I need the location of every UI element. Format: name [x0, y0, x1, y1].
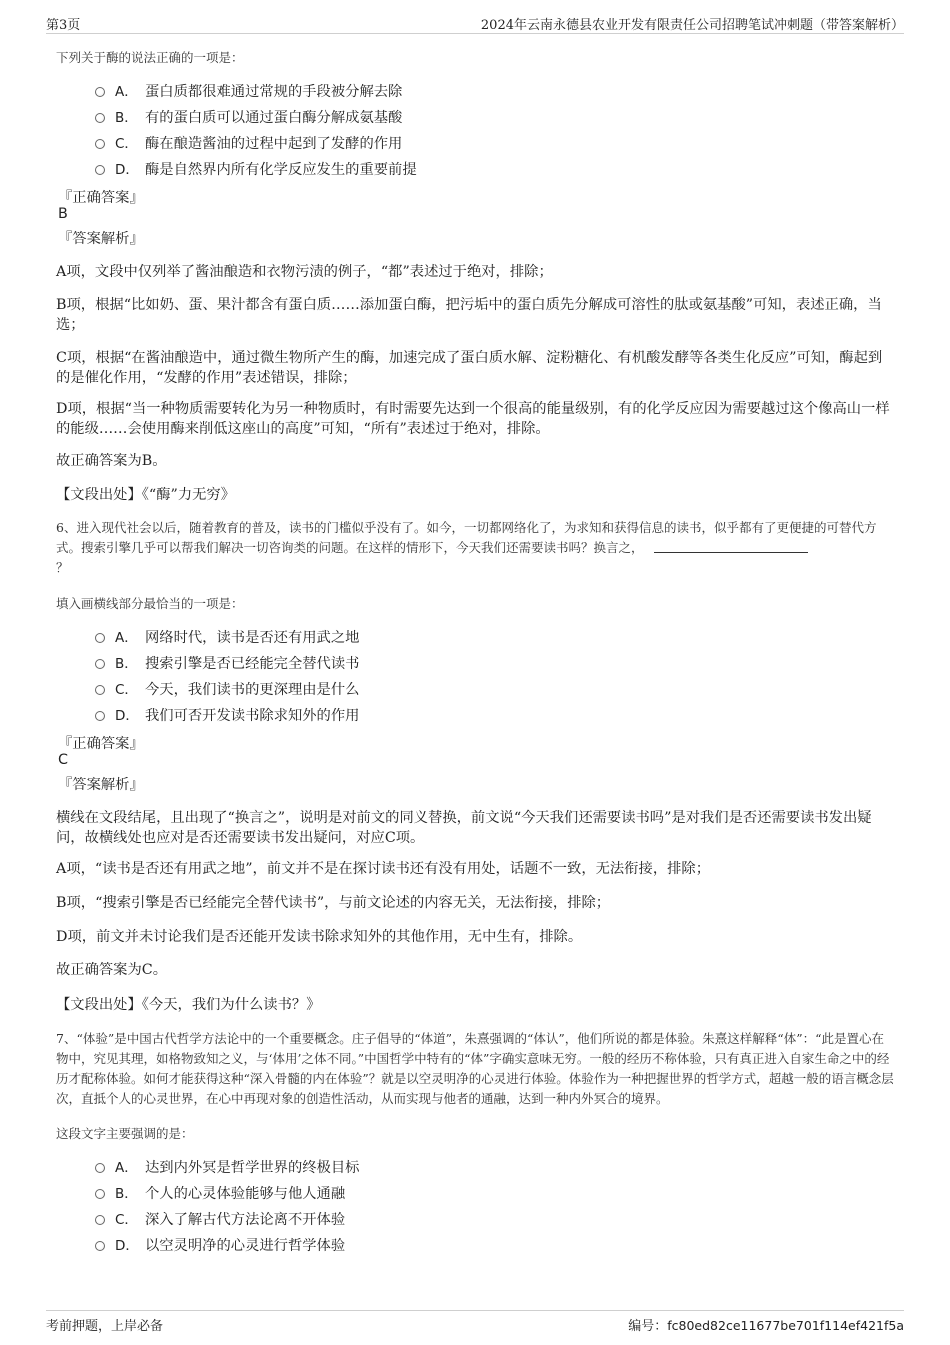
q7-option-c[interactable]: C． 深入了解古代方法论离不开体验: [95, 1210, 345, 1230]
q7-stem: 7、“体验”是中国古代哲学方法论中的一个重要概念。庄子倡导的“体道”，朱熹强调的“体认”，他们所说的都是体验。朱熹这样解释“体”：“此是置心在物中，究见其理，如格物致知之义，与‘体用’之体不同。”中国哲学中特有的“体”字确实意味无穷。一般的经历不称体验，只有真正进入自家生命之中的经历才配称体验。如何才能获得这种“深入骨髓的内在体验”？就是以空灵明净的心灵进行体验。体验作为一种把握世界的哲学方式，超越一般的语言概念层次，直抵个人的心灵世界，在心中再现对象的创造性活动，从而实现与他者的通融，达到一种内外冥合的境界。: [56, 1031, 894, 1106]
analysis-paragraph: A项，文段中仅列举了酱油酿造和衣物污渍的例子，“都”表述过于绝对，排除；: [56, 264, 553, 280]
q6-option-d[interactable]: D． 我们可否开发读书除求知外的作用: [95, 706, 359, 726]
analysis-label: 『答案解析』: [58, 231, 144, 247]
radio-icon[interactable]: [95, 1189, 105, 1199]
radio-icon[interactable]: [95, 1241, 105, 1251]
document-code: 编号：fc80ed82ce11677be701f114ef421f5a: [628, 1318, 904, 1334]
radio-icon[interactable]: [95, 685, 105, 695]
q7-option-b[interactable]: B． 个人的心灵体验能够与他人通融: [95, 1184, 345, 1204]
analysis-paragraph: B项，根据“比如奶、蛋、果汁都含有蛋白质……添加蛋白酶，把污垢中的蛋白质先分解成可溶性的肽或氨基酸”可知，表述正确，当选；: [56, 297, 882, 333]
q6-stem: 6、进入现代社会以后，随着教育的普及，读书的门槛似乎没有了。如今，一切都网络化了，为求知和获得信息的读书，似乎都有了更便捷的可替代方式。搜索引擎几乎可以帮我们解决一切咨询类的问题。在这样的情形下，今天我们还需要读书吗？换言之， ？: [56, 520, 877, 575]
analysis-paragraph: D项，前文并未讨论我们是否还能开发读书除求知外的其他作用，无中生有，排除。: [56, 929, 583, 945]
q6-option-b[interactable]: B． 搜索引擎是否已经能完全替代读书: [95, 654, 359, 674]
radio-icon[interactable]: [95, 711, 105, 721]
answer-label: 『正确答案』: [58, 190, 144, 206]
radio-icon[interactable]: [95, 1215, 105, 1225]
analysis-paragraph: D项，根据“当一种物质需要转化为另一种物质时，有时需要先达到一个很高的能量级别，有的化学反应因为需要越过这个像高山一样的能级……会使用酶来削低这座山的高度”可知，“所有”表述过于绝对，排除。: [56, 401, 890, 437]
radio-icon[interactable]: [95, 633, 105, 643]
page-footer: [46, 1310, 904, 1338]
source-citation: 【文段出处】《今天，我们为什么读书？》: [56, 997, 321, 1013]
answer-value: B: [58, 206, 68, 222]
q6-option-c[interactable]: C． 今天，我们读书的更深理由是什么: [95, 680, 359, 700]
q6-question: 填入画横线部分最恰当的一项是：: [56, 596, 244, 611]
analysis-paragraph: A项，“读书是否还有用武之地”，前文并不是在探讨读书还有没有用处，话题不一致，无法衔接，排除；: [56, 861, 711, 877]
page-header: [46, 14, 904, 34]
q7-option-a[interactable]: A． 达到内外冥是哲学世界的终极目标: [95, 1158, 359, 1178]
analysis-conclusion: 故正确答案为C。: [56, 962, 168, 978]
radio-icon[interactable]: [95, 113, 105, 123]
analysis-conclusion: 故正确答案为B。: [56, 453, 167, 469]
q7-option-d[interactable]: D． 以空灵明净的心灵进行哲学体验: [95, 1236, 345, 1256]
q5-option-d[interactable]: D． 酶是自然界内所有化学反应发生的重要前提: [95, 160, 417, 180]
fill-blank-line: [654, 541, 808, 553]
radio-icon[interactable]: [95, 87, 105, 97]
q7-question: 这段文字主要强调的是：: [56, 1126, 194, 1141]
page-number: 第3页: [46, 18, 81, 33]
q5-stem: 下列关于酶的说法正确的一项是：: [56, 50, 244, 65]
document-title: 2024年云南永德县农业开发有限责任公司招聘笔试冲刺题（带答案解析）: [480, 18, 904, 33]
answer-label: 『正确答案』: [58, 736, 144, 752]
footer-slogan: 考前押题，上岸必备: [46, 1319, 164, 1334]
radio-icon[interactable]: [95, 139, 105, 149]
analysis-paragraph: 横线在文段结尾，且出现了“换言之”，说明是对前文的同义替换，前文说“今天我们还需要读书吗”是对我们是否还需要读书发出疑问，故横线处也应对是否还需要读书发出疑问，对应C项。: [56, 810, 872, 846]
radio-icon[interactable]: [95, 165, 105, 175]
q6-option-a[interactable]: A． 网络时代，读书是否还有用武之地: [95, 628, 359, 648]
q5-option-b[interactable]: B． 有的蛋白质可以通过蛋白酶分解成氨基酸: [95, 108, 402, 128]
radio-icon[interactable]: [95, 659, 105, 669]
radio-icon[interactable]: [95, 1163, 105, 1173]
q5-option-c[interactable]: C． 酶在酿造酱油的过程中起到了发酵的作用: [95, 134, 402, 154]
analysis-paragraph: B项，“搜索引擎是否已经能完全替代读书”，与前文论述的内容无关，无法衔接，排除；: [56, 895, 611, 911]
q5-option-a[interactable]: A． 蛋白质都很难通过常规的手段被分解去除: [95, 82, 402, 102]
source-citation: 【文段出处】《“酶”力无穷》: [56, 487, 236, 503]
answer-value: C: [58, 752, 68, 768]
analysis-paragraph: C项，根据“在酱油酿造中，通过微生物所产生的酶，加速完成了蛋白质水解、淀粉糖化、有机酸发酵等各类生化反应”可知，酶起到的是催化作用，“发酵的作用”表述错误，排除；: [56, 350, 883, 386]
analysis-label: 『答案解析』: [58, 777, 144, 793]
